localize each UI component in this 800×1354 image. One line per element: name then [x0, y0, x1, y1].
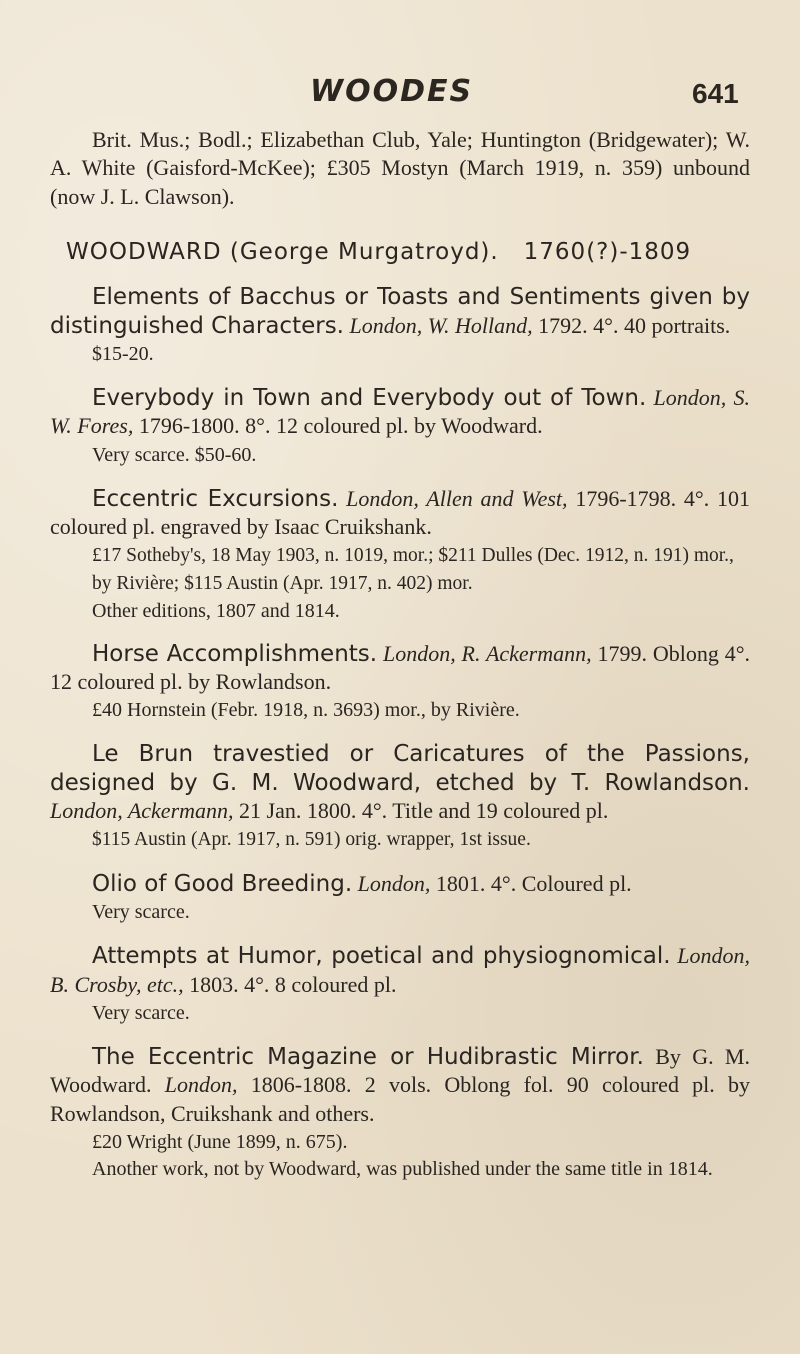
page-body	[50, 126, 750, 1182]
entry-price: $15-20.	[92, 343, 154, 366]
entry-description	[50, 870, 750, 898]
entry-imprint: London, R. Ackermann,	[382, 640, 592, 666]
entry-note: Another work, not by Woodward, was published under the same title in 1814.	[92, 1158, 713, 1181]
entry-imprint: London,	[357, 870, 431, 896]
entry-price: Very scarce. $50-60.	[92, 443, 257, 466]
running-title: WOODES	[310, 74, 474, 109]
entry-imprint: London, S. W. Fores,	[50, 385, 750, 439]
entry-note: Other editions, 1807 and 1814.	[92, 599, 340, 622]
author-name: WOODWARD (George Murgatroyd).	[66, 239, 499, 266]
bibliography-entry	[50, 942, 750, 1027]
entry-title: Attempts at Humor, poetical and physiognomical.	[92, 943, 671, 970]
entry-imprint: London, W. Holland,	[349, 312, 533, 338]
entry-details: 1801. 4°. Coloured pl.	[435, 870, 632, 896]
preceding-entry-text: Brit. Mus.; Bodl.; Elizabethan Club, Yale; Huntington (Bridgewater); W. A. White (Gaisford-McKee); £305 Mostyn (March 1919, n. 359) unbound (now J. L. Clawson).	[50, 127, 750, 209]
entry-title: Horse Accomplishments.	[92, 640, 378, 667]
bibliography-entry	[50, 640, 750, 725]
page-number: 641	[692, 78, 739, 109]
entry-description	[50, 384, 750, 441]
entry-imprint: London, Ackermann,	[50, 798, 234, 824]
entry-details: 1792. 4°. 40 portraits.	[538, 312, 731, 338]
entry-imprint: London, Allen and West,	[346, 485, 568, 511]
entry-price: £20 Wright (June 1899, n. 675).	[92, 1131, 348, 1154]
entry-price: £40 Hornstein (Febr. 1918, n. 3693) mor., by Rivière.	[92, 699, 520, 722]
bibliography-entry	[50, 740, 750, 853]
entry-details: 1796-1800. 8°. 12 coloured pl. by Woodward.	[138, 413, 543, 439]
entry-description	[50, 640, 750, 697]
entry-details: 1803. 4°. 8 coloured pl.	[189, 971, 397, 997]
entry-title: Eccentric Excursions.	[92, 485, 339, 512]
bibliography-entry	[50, 485, 750, 624]
entry-title: Everybody in Town and Everybody out of Town.	[92, 385, 647, 412]
entry-price: Very scarce.	[92, 901, 190, 924]
entry-byline: By G. M. Woodward.	[50, 1043, 750, 1098]
bibliography-entry	[50, 384, 750, 469]
entry-price: £17 Sotheby's, 18 May 1903, n. 1019, mor.; $211 Dulles (Dec. 1912, n. 191) mor., by Rivière; $115 Austin (Apr. 1917, n. 402) mor.	[92, 544, 734, 594]
entry-description	[50, 740, 750, 825]
entry-title: Elements of Bacchus or Toasts and Sentiments given by distinguished Characters.	[50, 284, 750, 339]
page-header	[0, 74, 800, 114]
entry-description	[50, 1043, 750, 1128]
entry-title: The Eccentric Magazine or Hudibrastic Mirror.	[92, 1043, 644, 1070]
entry-imprint: London, B. Crosby, etc.,	[50, 943, 751, 997]
entry-description	[50, 283, 750, 340]
entry-details: 21 Jan. 1800. 4°. Title and 19 coloured pl.	[239, 798, 609, 824]
entry-title: Le Brun travestied or Caricatures of the Passions, designed by G. M. Woodward, etched by T. Rowlandson.	[50, 741, 750, 796]
entry-details: 1806-1808. 2 vols. Oblong fol. 90 coloured pl. by Rowlandson, Cruikshank and others.	[50, 1072, 751, 1126]
bibliography-entry	[50, 870, 750, 926]
entry-imprint: London,	[164, 1072, 238, 1098]
entry-price: $115 Austin (Apr. 1917, n. 591) orig. wrapper, 1st issue.	[92, 828, 531, 850]
entry-price: Very scarce.	[92, 1001, 190, 1024]
bibliography-entry	[50, 1043, 750, 1182]
entry-title: Olio of Good Breeding.	[92, 870, 353, 897]
entry-description	[50, 485, 750, 542]
bibliography-entry	[50, 283, 750, 368]
author-dates: 1760(?)-1809	[523, 239, 692, 266]
entry-details: 1796-1798. 4°. 101 coloured pl. engraved by Isaac Cruikshank.	[50, 485, 750, 540]
entry-details: 1799. Oblong 4°. 12 coloured pl. by Rowlandson.	[50, 640, 751, 695]
author-heading	[50, 237, 750, 267]
entry-description	[50, 942, 750, 999]
